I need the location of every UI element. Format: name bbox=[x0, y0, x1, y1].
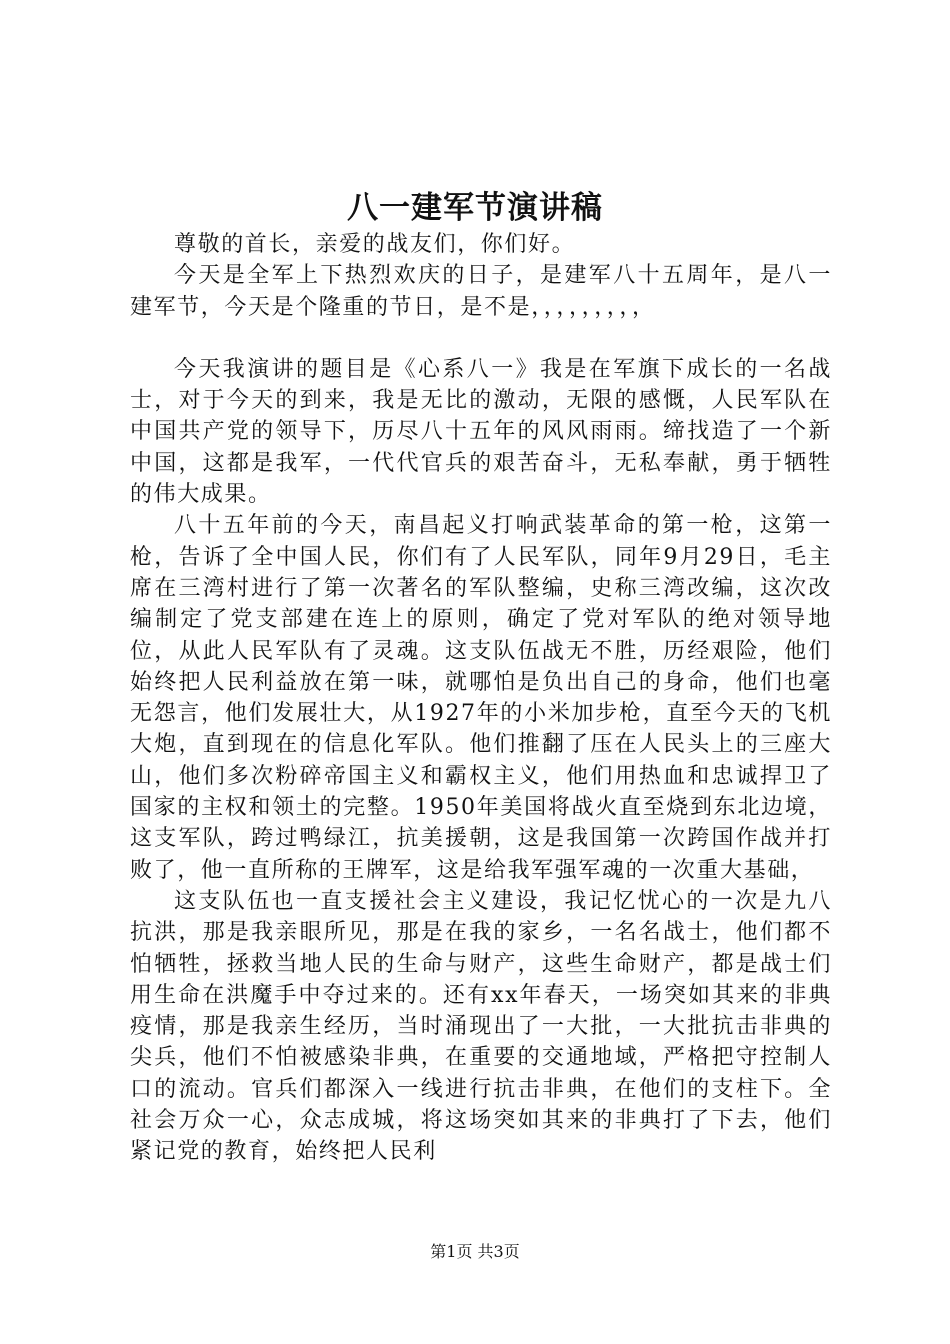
paragraph-history: 八十五年前的今天，南昌起义打响武装革命的第一枪，这第一枪，告诉了全中国人民，你们有了人民军队，同年9月29日，毛主席在三湾村进行了第一次著名的军队整编，史称三湾改编，这次改编制定了党支部建在连上的原则，确定了党对军队的绝对领导地位，从此人民军队有了灵魂。这支队伍战无不胜，历经艰险，他们始终把人民利益放在第一味，就哪怕是负出自己的身命，他们也毫无怨言，他们发展壮大，从1927年的小米加步枪，直至今天的飞机大炮，直到现在的信息化军队。他们推翻了压在人民头上的三座大山，他们多次粉碎帝国主义和霸权主义，他们用热血和忠诚捍卫了国家的主权和领土的完整。1950年美国将战火直至烧到东北边境，这支军队，跨过鸭绿江，抗美援朝，这是我国第一次跨国作战并打败了，他一直所称的王牌军，这是给我军强军魂的一次重大基础， bbox=[130, 513, 832, 883]
paragraph-topic: 今天我演讲的题目是《心系八一》我是在军旗下成长的一名战士，对于今天的到来，我是无比的激动，无限的感慨，人民军队在中国共产党的领导下，历尽八十五年的风风雨雨。缔找造了一个新中国，这都是我军，一代代官兵的艰苦奋斗，无私奉献，勇于牺牲的伟大成果。 bbox=[130, 356, 832, 508]
paragraph-support: 这支队伍也一直支援社会主义建设，我记忆忧心的一次是九八抗洪，那是我亲眼所见，那是在我的家乡，一名名战士，他们都不怕牺牲，拯救当地人民的生命与财产，这些生命财产，都是战士们用生命在洪魔手中夺过来的。还有xx年春天，一场突如其来的非典疫情，那是我亲生经历，当时涌现出了一大批，一大批抗击非典的尖兵，他们不怕被感染非典，在重要的交通地域，严格把守控制人口的流动。官兵们都深入一线进行抗击非典，在他们的支柱下。全社会万众一心，众志成城，将这场突如其来的非典打了下去，他们紧记党的教育，始终把人民利 bbox=[130, 888, 832, 1165]
page-number-footer: 第1页 共3页 bbox=[430, 1242, 520, 1261]
document-title: 八一建军节演讲稿 bbox=[347, 190, 603, 226]
document-body bbox=[130, 229, 832, 1168]
paragraph-celebration: 今天是全军上下热烈欢庆的日子，是建军八十五周年，是八一建军节，今天是个隆重的节日，是不是，，，，，，，，， bbox=[130, 263, 832, 320]
paragraph-greeting: 尊敬的首长，亲爱的战友们，你们好。 bbox=[174, 232, 576, 257]
